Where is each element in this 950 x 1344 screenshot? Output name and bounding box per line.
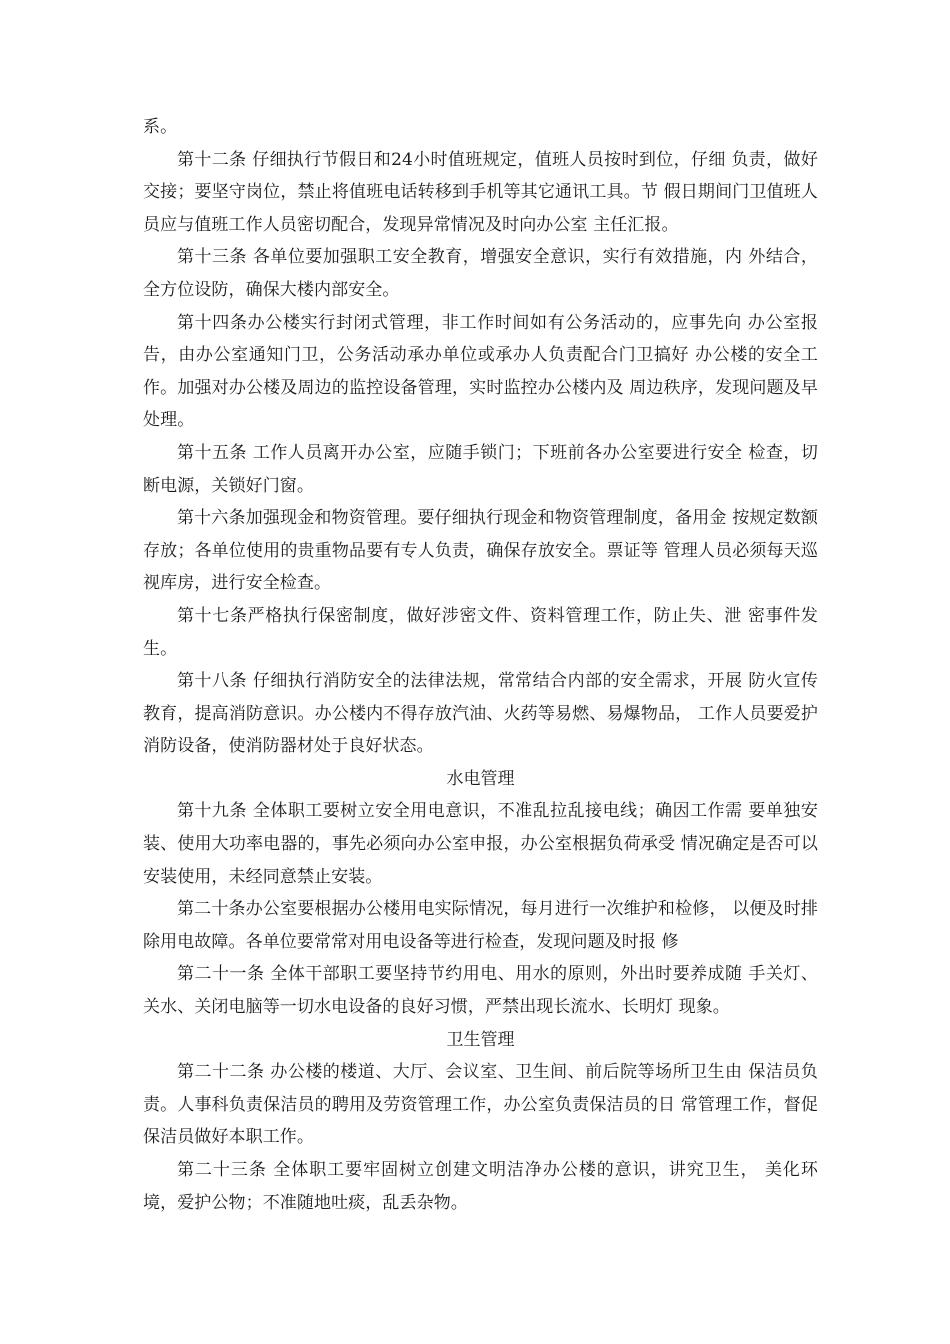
article-19-paragraph: 第十九条 全体职工要树立安全用电意识，不准乱拉乱接电线；确因工作需 要单独安装、使用大功率电器的，事先必须向办公室申报，办公室根据负荷承受 情况确定是否可以安装使用，未经同意禁止安装。 — [143, 801, 818, 887]
article-23-paragraph: 第二十三条 全体职工要牢固树立创建文明洁净办公楼的意识，讲究卫生， 美化环境，爱护公物；不准随地吐痰，乱丢杂物。 — [143, 1160, 818, 1213]
article-14-paragraph: 第十四条办公楼实行封闭式管理，非工作时间如有公务活动的，应事先向 办公室报告，由办公室通知门卫，公务活动承办单位或承办人负责配合门卫搞好 办公楼的安全工作。加强对办公楼及周边的监控设备管理，实时监控办公楼内及 周边秩序，发现问题及早处理。 — [143, 312, 818, 431]
article-21-paragraph: 第二十一条 全体干部职工要坚持节约用电、用水的原则，外出时要养成随 手关灯、关水、关闭电脑等一切水电设备的良好习惯，严禁出现长流水、长明灯 现象。 — [143, 964, 818, 1018]
document-body — [143, 111, 818, 1219]
paragraph-continuation: 系。 — [143, 117, 178, 137]
article-13-paragraph: 第十三条 各单位要加强职工安全教育，增强安全意识，实行有效措施，内 外结合，全方位设防，确保大楼内部安全。 — [143, 247, 818, 300]
article-20-paragraph: 第二十条办公室要根据办公楼用电实际情况，每月进行一次维护和检修， 以便及时排除用电故障。各单位要常常对用电设备等进行检查，发现问题及时报 修 — [143, 899, 818, 952]
article-12-paragraph: 第十二条 仔细执行节假日和24小时值班规定，值班人员按时到位，仔细 负责，做好交接；要坚守岗位，禁止将值班电话转移到手机等其它通讯工具。节 假日期间门卫值班人员应与值班工作人员密切配合，发现异常情况及时向办公室 主任汇报。 — [143, 149, 818, 235]
article-15-paragraph: 第十五条 工作人员离开办公室，应随手锁门；下班前各办公室要进行安全 检查，切断电源，关锁好门窗。 — [143, 442, 818, 496]
article-17-paragraph: 第十七条严格执行保密制度，做好涉密文件、资料管理工作，防止失、泄 密事件发生。 — [143, 605, 818, 659]
article-16-paragraph: 第十六条加强现金和物资管理。要仔细执行现金和物资管理制度，备用金 按规定数额存放；各单位使用的贵重物品要有专人负责，确保存放安全。票证等 管理人员必须每天巡视库房，进行安全检查。 — [143, 508, 818, 594]
article-18-paragraph: 第十八条 仔细执行消防安全的法律法规，常常结合内部的安全需求，开展 防火宣传教育，提高消防意识。办公楼内不得存放汽油、火药等易燃、易爆物品， 工作人员要爱护消防设备，使消防器材处于良好状态。 — [143, 671, 818, 757]
section-heading-sanitation: 卫生管理 — [446, 1029, 515, 1050]
article-22-paragraph: 第二十二条 办公楼的楼道、大厅、会议室、卫生间、前后院等场所卫生由 保洁员负责。人事科负责保洁员的聘用及劳资管理工作，办公室负责保洁员的日 常管理工作，督促保洁员做好本职工作。 — [143, 1062, 818, 1148]
section-heading-water-electricity: 水电管理 — [446, 768, 515, 789]
